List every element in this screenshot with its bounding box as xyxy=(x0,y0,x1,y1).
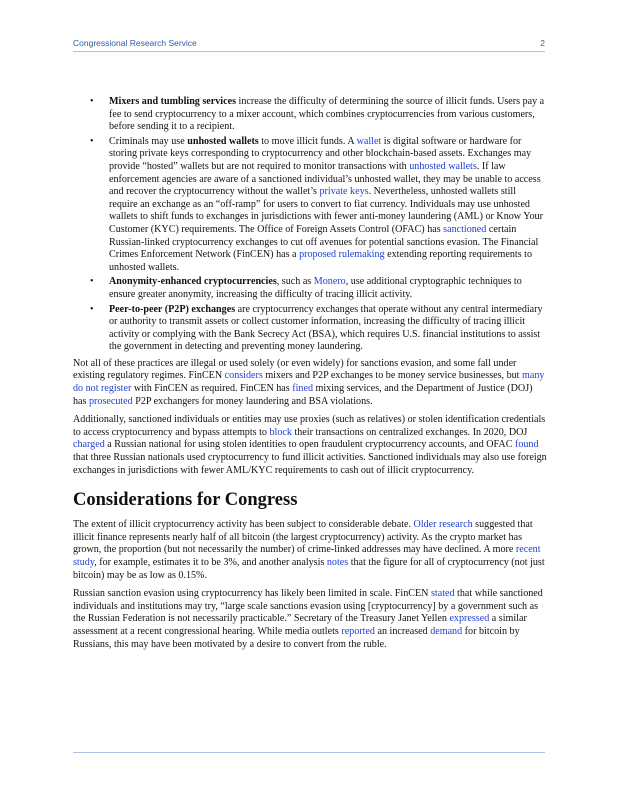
inline-link[interactable]: block xyxy=(269,426,292,438)
text-run: a Russian national for using stolen identities to open fraudulent cryptocurrency accounts, and OFAC xyxy=(104,439,515,451)
bold-term: Peer-to-peer (P2P) exchanges xyxy=(109,303,236,315)
paragraph xyxy=(73,358,547,408)
text-run: . If law enforcement agencies are aware of a sanctioned individual’s unhosted wallet, they may be unable to access and recover the cryptocurrency without the wallet’s xyxy=(109,160,541,198)
inline-link[interactable]: wallet xyxy=(356,135,382,147)
paragraph xyxy=(73,588,547,651)
body-paragraphs-b xyxy=(73,519,547,651)
paragraph xyxy=(73,519,547,582)
inline-link[interactable]: sanctioned xyxy=(443,223,487,235)
inline-link[interactable]: private keys xyxy=(319,186,369,198)
inline-link[interactable]: stated xyxy=(430,588,455,600)
inline-link[interactable]: expressed xyxy=(449,613,490,625)
text-run: that the figure for all of cryptocurrency (not just bitcoin) may be as low as 0.15%. xyxy=(73,557,545,581)
inline-link[interactable]: many do not register xyxy=(73,370,545,395)
footer-rule xyxy=(73,752,545,753)
inline-link[interactable]: Older research xyxy=(413,519,473,531)
text-run: . Nevertheless, unhosted wallets still require an exchange as an “off-ramp” for users to convert to fiat currency. Individuals may use unhosted wallets to shift funds to exchanges in jurisdictions with fewer anti-money laundering (AML) or Know Your Customer (KYC) requirements. The Office of Foreign Assets Control (OFAC) has xyxy=(109,186,543,235)
text-run: an increased xyxy=(374,625,431,637)
page-body xyxy=(73,96,547,657)
text-run: Russian sanction evasion using cryptocurrency has likely been limited in scale. FinCEN xyxy=(73,588,431,600)
list-item xyxy=(73,304,547,354)
text-run: their transactions on centralized exchanges. In 2020, DOJ xyxy=(291,426,528,438)
list-item xyxy=(73,136,547,275)
text-run: P2P exchangers for money laundering and BSA violations. xyxy=(132,395,373,407)
text-run: Additionally, sanctioned individuals or entities may use proxies (such as relatives) or stolen identification credentials to access cryptocurrency and bypass attempts to xyxy=(73,414,546,438)
bullet-icon: • xyxy=(90,276,94,288)
bold-term: Mixers and tumbling services xyxy=(109,96,237,107)
text-run: certain Russian-linked cryptocurrency exchanges to cut off avenues for potential sanctions evasion. The Financial Crimes Enforcement Network (FinCEN) has a xyxy=(109,223,539,261)
inline-link[interactable]: unhosted wallets xyxy=(409,160,477,172)
bullet-icon: • xyxy=(90,303,94,315)
text-run: mixers and P2P exchanges to be money service businesses, but xyxy=(262,370,523,382)
text-run: are cryptocurrency exchanges that operate without any central intermediary or authority to transmit assets or collect customer information, increasing the difficulty of tracing illicit activity or complying with the Bank Secrecy Act (BSA), which requires U.S. financial institutions to assist the government in detecting and preventing money laundering. xyxy=(109,303,543,353)
header-title: Congressional Research Service xyxy=(73,38,197,48)
text-run: Criminals may use xyxy=(109,135,188,147)
running-header xyxy=(73,38,545,52)
text-run: a similar assessment at a recent congressional hearing. While media outlets xyxy=(73,613,527,637)
text-run: suggested that illicit finance represents nearly half of all bitcoin (the largest cryptocurrency) activity. As the crypto market has grown, the proportion (but not necessarily the number) of crime-linked addresses may have declined. A more xyxy=(73,519,533,556)
bold-term: unhosted wallets xyxy=(187,135,259,147)
text-run: to move illicit funds. A xyxy=(258,135,357,147)
bullet-list xyxy=(73,96,547,354)
inline-link[interactable]: considers xyxy=(224,370,263,382)
text-run: for bitcoin by Russians, this may have been motivated by a desire to convert from the ruble. xyxy=(73,625,520,650)
text-run: increase the difficulty of determining the source of illicit funds. Users pay a fee to send cryptocurrency to a mixer account, which combines cryptocurrencies from various customers, before sending it to a recipient. xyxy=(109,96,545,133)
paragraph xyxy=(73,414,547,477)
text-run: that while sanctioned individuals and institutions may try, “large scale sanctions evasion using [cryptocurrency] by a government such as the Russian Federation is not necessarily practicable.” Secretary of the Treasury Janet Yellen xyxy=(73,588,543,625)
text-run: , for example, estimates it to be 3%, and another analysis xyxy=(94,557,327,568)
text-run: The extent of illicit cryptocurrency activity has been subject to considerable debate. xyxy=(73,519,414,531)
inline-link[interactable]: demand xyxy=(430,625,463,637)
page-number: 2 xyxy=(540,38,545,48)
inline-link[interactable]: charged xyxy=(73,439,105,451)
inline-link[interactable]: recent study xyxy=(73,544,541,568)
text-run: extending reporting requirements to unhosted wallets. xyxy=(109,249,533,273)
text-run: mixing services, and the Department of Justice (DOJ) has xyxy=(73,383,533,407)
body-paragraphs-a xyxy=(73,358,547,477)
list-item xyxy=(73,276,547,301)
text-run: is digital software or hardware for storing private keys corresponding to cryptocurrency and other blockchain-based assets. Exchanges may provide “hosted” wallets but are not required to monitor transactions with xyxy=(109,135,532,172)
bullet-icon: • xyxy=(90,96,94,107)
inline-link[interactable]: fined xyxy=(292,383,313,395)
text-run: that three Russian nationals used cryptocurrency to fund illicit activities. Sanctioned individuals may also use foreign exchanges in jurisdictions with fewer AML/KYC requirements to cash out of illicit cryptocurrency. xyxy=(73,452,547,476)
inline-link[interactable]: proposed rulemaking xyxy=(299,249,385,261)
inline-link[interactable]: found xyxy=(514,439,539,451)
inline-link[interactable]: prosecuted xyxy=(88,395,133,407)
bold-term: Anonymity-enhanced cryptocurrencies xyxy=(109,276,277,288)
text-run: with FinCEN as required. FinCEN has xyxy=(131,383,293,395)
bullet-icon: • xyxy=(90,135,94,147)
text-run: Not all of these practices are illegal or used solely (or even widely) for sanctions evasion, and some fall under existing regulatory regimes. FinCEN xyxy=(73,357,517,382)
text-run: , such as xyxy=(276,276,314,288)
inline-link[interactable]: Monero xyxy=(313,276,346,288)
inline-link[interactable]: notes xyxy=(326,557,349,568)
inline-link[interactable]: reported xyxy=(341,625,375,637)
section-heading: Considerations for Congress xyxy=(73,490,298,511)
text-run: , use additional cryptographic techniques to ensure greater anonymity, increasing the difficulty of tracing illicit activity. xyxy=(109,276,522,300)
list-item xyxy=(73,96,547,134)
